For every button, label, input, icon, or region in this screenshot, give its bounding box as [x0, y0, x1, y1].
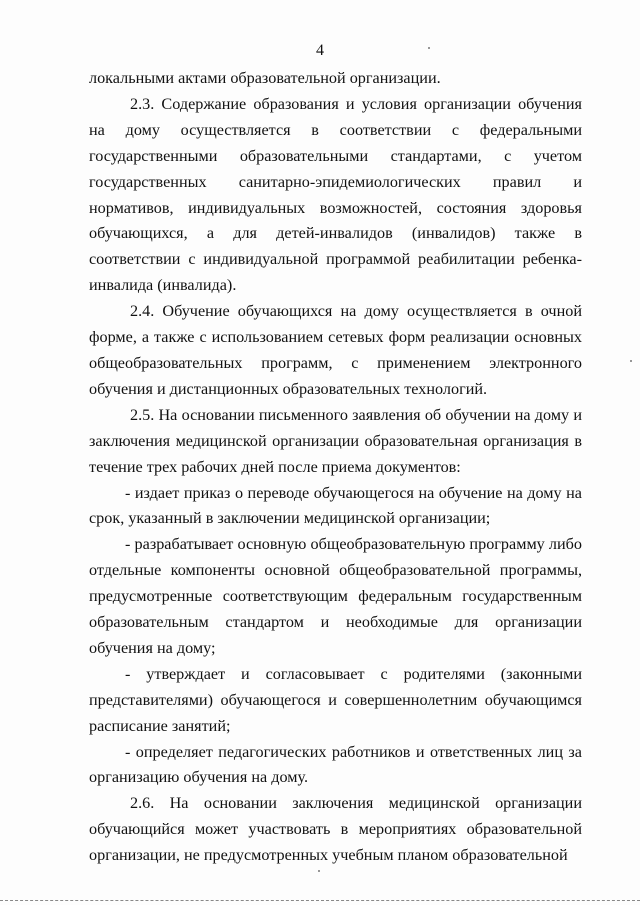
document-body — [89, 66, 582, 869]
scan-speck — [630, 360, 632, 362]
paragraph-continuation: локальными актами образовательной организации. — [89, 69, 441, 87]
paragraph-2-5: 2.5. На основании письменного заявления об обучении на дому и заключения медицинской организации образовательная организация в течение трех рабочих дней после приема документов: — [89, 405, 582, 476]
scan-edge-line — [0, 900, 640, 902]
paragraph-2-3: 2.3. Содержание образования и условия организации обучения на дому осуществляется в соответствии с федеральными государственными образовательными стандартами, с учетом государственных санитарно-эпидемиологических правил и нормативов, индивидуальных возможностей, состояния здоровья обучающихся, а для детей-инвалидов (инвалидов) также в соответствии с индивидуальной программой реабилитации ребенка-инвалида (инвалида). — [89, 94, 582, 295]
paragraph-2-4: 2.4. Обучение обучающихся на дому осуществляется в очной форме, а также с использованием сетевых форм реализации основных общеобразовательных программ, с применением электронного обучения и дистанционных образовательных технологий. — [89, 302, 582, 398]
scan-speck — [428, 47, 430, 49]
list-item-staff: - определяет педагогических работников и ответственных лиц за организацию обучения на дому. — [89, 742, 582, 787]
page-number: 4 — [316, 42, 324, 59]
list-item-program: - разрабатывает основную общеобразовательную программу либо отдельные компоненты основной общеобразовательной программы, предусмотренные соответствующим федеральным государственным образовательным стандартом и необходимые для организации обучения на дому; — [89, 535, 582, 657]
list-item-order: - издает приказ о переводе обучающегося на обучение на дому на срок, указанный в заключении медицинской организации; — [89, 483, 582, 528]
paragraph-2-6: 2.6. На основании заключения медицинской организации обучающийся может участвовать в мероприятиях образовательной организации, не предусмотренных учебным планом образовательной — [89, 794, 582, 865]
list-item-schedule: - утверждает и согласовывает с родителями (законными представителями) обучающегося и совершеннолетним обучающимся расписание занятий; — [89, 664, 582, 735]
scan-speck — [318, 870, 320, 872]
